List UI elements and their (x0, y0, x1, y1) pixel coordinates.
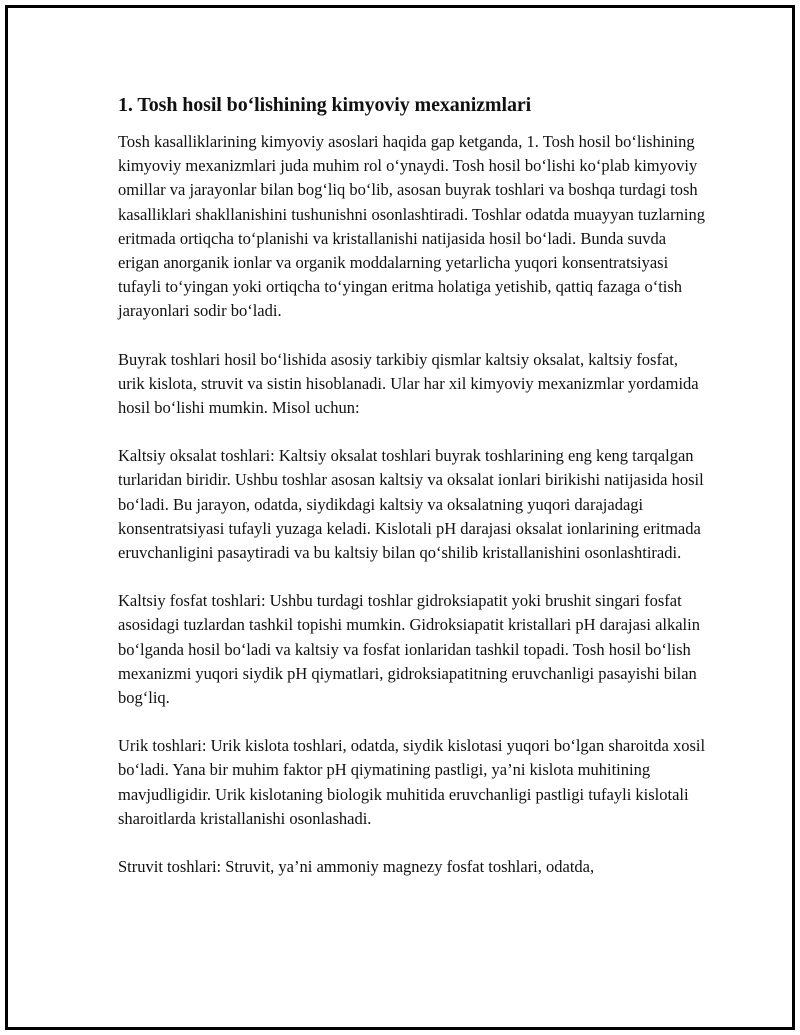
paragraph-uric: Urik toshlari: Urik kislota toshlari, odatda, siydik kislotasi yuqori bo‘lgan sharoitda xosil bo‘ladi. Yana bir muhim faktor pH qiymatining pastligi, ya’ni kislota muhitining mavjudligidir. Urik kislotaning biologik muhitida eruvchanligi pastligi tufayli kislotali sharoitlarda kristallanishi osonlashadi. (118, 736, 706, 828)
section-heading: 1. Tosh hosil bo‘lishining kimyoviy mexanizmlari (118, 94, 532, 116)
paragraph-calcium-phosphate: Kaltsiy fosfat toshlari: Ushbu turdagi toshlar gidroksiapatit yoki brushit singari fosfat asosidagi tuzlardan tashkil topishi mumkin. Gidroksiapatit kristallari pH darajasi alkalin bo‘lganda hosil bo‘ladi va kaltsiy va fosfat ionlaridan tashkil topadi. Tosh hosil bo‘lish mexanizmi yuqori siydik pH qiymatlari, gidroksiapatitning eruvchanligi pasayishi bilan bog‘liq. (118, 591, 700, 708)
paragraph-struvite: Struvit toshlari: Struvit, ya’ni ammoniy magnezy fosfat toshlari, odatda, (118, 857, 595, 877)
paragraph-calcium-oxalate: Kaltsiy oksalat toshlari: Kaltsiy oksalat toshlari buyrak toshlarining eng keng tarqalgan turlaridan biridir. Ushbu toshlar asosan kaltsiy va oksalat ionlari birikishi natijasida hosil bo‘ladi. Bu jarayon, odatda, siydikdagi kaltsiy va oksalatning yuqori darajadagi konsentratsiyasi tufayli yuzaga keladi. Kislotali pH darajasi oksalat ionlarining eritmada eruvchanligini pasaytiradi va bu kaltsiy bilan qo‘shilib kristallanishini osonlashtiradi. (118, 446, 704, 563)
paragraph-intro: Tosh kasalliklarining kimyoviy asoslari haqida gap ketganda, 1. Tosh hosil bo‘lishining kimyoviy mexanizmlari juda muhim rol o‘ynaydi. Tosh hosil bo‘lishi ko‘plab kimyoviy omillar va jarayonlar bilan bog‘liq bo‘lib, asosan buyrak toshlari va boshqa turdagi tosh kasalliklari shakllanishini tushunishni osonlashtiradi. Toshlar odatda muayyan tuzlarning eritmada ortiqcha to‘planishi va kristallanishi natijasida hosil bo‘ladi. Bunda suvda erigan anorganik ionlar va organik moddalarning yetarlicha yuqori konsentratsiyasi tufayli to‘yingan yoki ortiqcha to‘yingan eritma holatiga yetishib, qattiq fazaga o‘tish jarayonlari sodir bo‘ladi. (118, 132, 705, 321)
paragraph-components: Buyrak toshlari hosil bo‘lishida asosiy tarkibiy qismlar kaltsiy oksalat, kaltsiy fosfat, urik kislota, struvit va sistin hisoblanadi. Ular har xil kimyoviy mexanizmlar yordamida hosil bo‘lishi mumkin. Misol uchun: (118, 349, 699, 418)
document-body (118, 92, 708, 879)
